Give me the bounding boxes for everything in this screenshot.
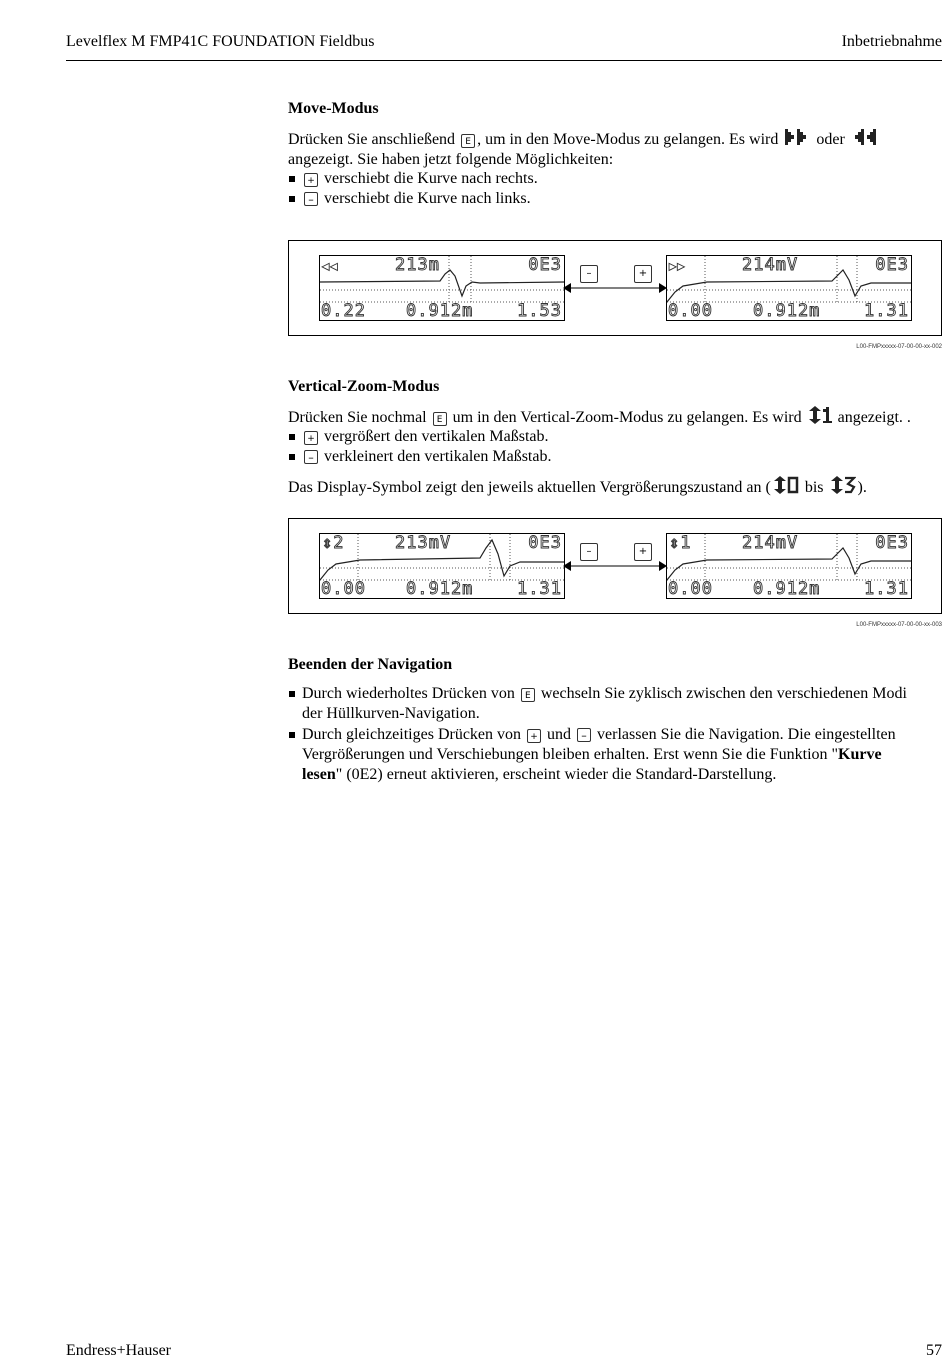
header-rule <box>66 60 942 61</box>
minus-key-icon: – <box>577 728 591 742</box>
e-key-icon: E <box>433 412 447 426</box>
plus-key-icon: + <box>304 173 318 187</box>
lcd-right-end: 1.31 <box>864 301 909 321</box>
lcd-right-value: 214mV <box>742 533 799 553</box>
move-figure <box>288 240 942 336</box>
lcd-left-value: 213mV <box>395 533 452 553</box>
nav-end-title: Beenden der Navigation <box>288 656 453 673</box>
lcd-display-left <box>319 255 565 321</box>
zoom-paragraph: Drücken Sie nochmal E um in den Vertical-Zoom-Modus zu gelangen. Es wird angezeigt. . <box>288 406 942 428</box>
nav-end-bullet-exit: Durch gleichzeitiges Drücken von + und – verlassen Sie die Navigation. Die eingestellten Vergrößerungen und Verschiebungen bleiben erhalten. Erst wenn Sie die Funktion "Kurve lesen" (0E2) erneut aktivieren, erscheint wieder die Standard-Darstellung. <box>288 725 942 785</box>
move-figure-id: L00-FMPxxxxx-07-00-00-xx-002 <box>856 344 942 350</box>
zoom-0-icon <box>773 476 799 494</box>
double-arrow-icon <box>563 559 667 573</box>
minus-key-icon: – <box>304 450 318 464</box>
lcd-left-code: 0E3 <box>528 255 562 275</box>
zoom-title: Vertical-Zoom-Modus <box>288 378 440 395</box>
lcd-right-mode-symbol: ▶▶ <box>669 259 686 273</box>
move-bullet-minus: – verschiebt die Kurve nach links. <box>288 189 942 209</box>
function-name-kurve: Kurve <box>838 746 882 763</box>
move-left-icon <box>851 128 877 146</box>
lcd-left-start: 0.22 <box>321 301 366 321</box>
lcd-left-end: 1.31 <box>517 579 562 599</box>
lcd-left-mode-symbol: ◀◀ <box>322 259 339 273</box>
function-name-lesen: lesen <box>302 766 336 783</box>
plus-key-icon: + <box>304 431 318 445</box>
minus-button: – <box>580 543 598 561</box>
move-bullet-plus: + verschiebt die Kurve nach rechts. <box>288 169 942 189</box>
lcd-right-code: 0E3 <box>875 255 909 275</box>
lcd-left-end: 1.53 <box>517 301 562 321</box>
nav-end-bullet-cycle: Durch wiederholtes Drücken von E wechseln Sie zyklisch zwischen den verschiedenen Modi der Hüllkurven-Navigation. <box>288 684 942 724</box>
zoom-figure-id: L00-FMPxxxxx-07-00-00-xx-003 <box>856 622 942 628</box>
lcd-right-start: 0.00 <box>668 301 713 321</box>
lcd-display-right <box>666 255 912 321</box>
lcd-right-position: 0.912m <box>753 579 821 599</box>
page-number: 57 <box>926 1342 942 1359</box>
e-key-icon: E <box>461 134 475 148</box>
lcd-left-start: 0.00 <box>321 579 366 599</box>
lcd-right-start: 0.00 <box>668 579 713 599</box>
plus-button: + <box>634 543 652 561</box>
zoom-figure <box>288 518 942 614</box>
minus-key-icon: – <box>304 192 318 206</box>
lcd-display-right <box>666 533 912 599</box>
lcd-right-value: 214mV <box>742 255 799 275</box>
lcd-left-mode-symbol: ⇕2 <box>322 533 345 553</box>
lcd-right-position: 0.912m <box>753 301 821 321</box>
move-paragraph: Drücken Sie anschließend E , um in den Move-Modus zu gelangen. Es wird oder angezeigt. Sie haben jetzt folgende Möglichkeiten: <box>288 128 942 170</box>
zoom-3-icon <box>830 476 856 494</box>
minus-button: – <box>580 265 598 283</box>
lcd-right-end: 1.31 <box>864 579 909 599</box>
lcd-left-code: 0E3 <box>528 533 562 553</box>
lcd-right-code: 0E3 <box>875 533 909 553</box>
page-footer-left: Endress+Hauser <box>66 1342 171 1359</box>
lcd-right-mode-symbol: ⇕1 <box>669 533 692 553</box>
page-header-right: Inbetriebnahme <box>841 33 942 50</box>
move-title: Move-Modus <box>288 100 379 117</box>
page-header-left: Levelflex M FMP41C FOUNDATION Fieldbus <box>66 33 375 50</box>
move-right-icon <box>784 128 810 146</box>
zoom-bullet-plus: + vergrößert den vertikalen Maßstab. <box>288 427 942 447</box>
lcd-display-left <box>319 533 565 599</box>
zoom-1-icon <box>808 406 832 424</box>
e-key-icon: E <box>521 688 535 702</box>
lcd-left-value: 213m <box>395 255 440 275</box>
zoom-bullet-minus: – verkleinert den vertikalen Maßstab. <box>288 447 942 467</box>
double-arrow-icon <box>563 281 667 295</box>
lcd-left-position: 0.912m <box>406 579 474 599</box>
plus-button: + <box>634 265 652 283</box>
plus-key-icon: + <box>527 729 541 743</box>
zoom-symbol-paragraph: Das Display-Symbol zeigt den jeweils aktuellen Vergrößerungszustand an ( bis ). <box>288 476 942 498</box>
lcd-left-position: 0.912m <box>406 301 474 321</box>
